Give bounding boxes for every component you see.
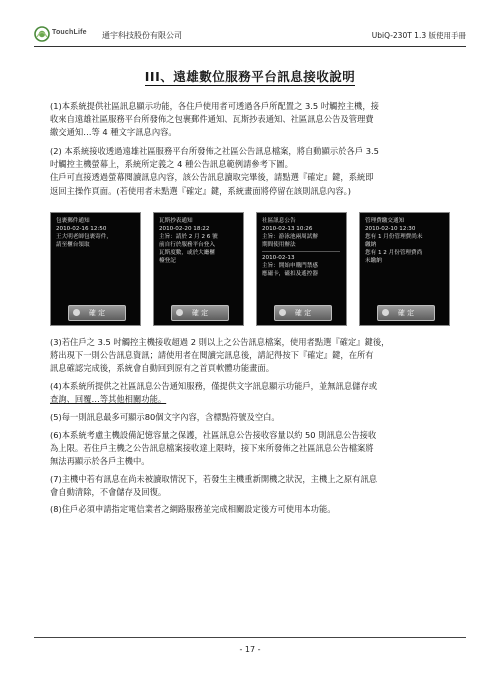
screen-line: 繳納 (365, 242, 377, 248)
confirm-button[interactable] (171, 305, 229, 321)
screen-line: 您有 1 月份管理費尚未 (365, 234, 423, 240)
paragraph-line: 會自動清除，不會儲存及回復。 (50, 487, 167, 498)
touchlife-logo-icon (34, 26, 50, 42)
screen-line: 應磁卡，磁扣及遙控器 (262, 271, 318, 277)
paragraph-line: 訊息確認完成後，系統會自動回到原有之首頁軟體功能畫面。 (50, 363, 275, 374)
screen-line: 2010-02-10 12:30 (365, 226, 416, 232)
paragraph-line: 住戶可直接透過螢幕閱讀訊息內容，該公告訊息讀取完畢後，請點選『確定』鍵，系統即 (50, 172, 374, 183)
page-number: - 17 - (239, 645, 261, 654)
community-announcement-screen (256, 212, 347, 326)
screen-line: 瓦斯抄表通知 (159, 218, 193, 224)
check-icon (176, 309, 183, 316)
paragraph-6 (50, 429, 450, 469)
manual-title: UbiQ-230T 1.3 版使用手冊 (371, 31, 466, 40)
screen-line: 2010-02-20 18:22 (159, 226, 210, 232)
header-divider (34, 46, 466, 47)
screen-line: 您有 1 2 月份管理費尚 (365, 250, 423, 256)
notification-examples (50, 212, 450, 326)
screen-line: 包裹郵件通知 (56, 218, 90, 224)
screen-line: 瓦斯度數，或於大廳櫃 (159, 250, 215, 256)
screen-line: 主旨：請於 2 月 2 6 號 (159, 234, 218, 240)
screen-message (365, 217, 447, 265)
paragraph-2 (50, 145, 450, 198)
paragraph-4 (50, 380, 450, 406)
paragraph-line: 將出現下一則公告訊息資訊；請使用者在閱讀完訊息後，請記得按下『確定』鍵，在所有 (50, 350, 374, 361)
screen-line: 社區訊息公告 (262, 218, 296, 224)
confirm-button[interactable] (274, 305, 332, 321)
screen-line: 2010-02-16 12:50 (56, 226, 107, 232)
paragraph-line: 繳交通知…等 4 種文字訊息內容。 (50, 127, 177, 138)
paragraph-line: 無法再顯示於各戶主機中。 (50, 456, 150, 467)
paragraph-line: (7)主機中若有訊息在尚未被讀取情況下，若發生主機重新開機之狀況，主機上之原有訊息 (50, 474, 378, 484)
paragraph-line: (8)住戶必須申請指定電信業者之網路服務並完成相關設定後方可使用本功能。 (50, 504, 336, 514)
screen-line: 2010-02-13 10:26 (262, 226, 313, 232)
paragraph-line: 返回主操作頁面。(若使用者未點選『確定』鍵，系統畫面將停留在該則訊息內容。) (50, 185, 352, 196)
paragraph-line: (3)若住戶之 3.5 吋觸控主機接收超過 2 則以上之公告訊息檔案，使用者點選『確定』鍵後， (50, 337, 390, 347)
screen-message (262, 217, 344, 278)
paragraph-line: (5)每一則訊息最多可顯示80個文字內容，含標點符號及空白。 (50, 412, 280, 422)
check-icon (73, 309, 80, 316)
confirm-button-label: 確 定 (397, 309, 415, 317)
paragraph-line: (6)本系統考慮主機設備記憶容量之保護，社區訊息公告接收容量以約 50 則訊息公告接收 (50, 430, 377, 440)
paragraph-line: 查詢、回覆…等其他相關功能。 (50, 394, 167, 405)
section-title (0, 66, 500, 85)
screen-line: 期間使用辦法 (262, 242, 296, 248)
paragraph-line: 為上限。若住戶主機之公告訊息檔案接收達上限時，接下來所發佈之社區訊息公告檔案將 (50, 443, 374, 454)
paragraph-line: (4)本系統所提供之社區訊息公告通知服務，僅提供文字訊息顯示功能戶，並無訊息儲存或 (50, 381, 378, 391)
screen-line: 前自行於服務平台登入 (159, 242, 215, 248)
check-icon (382, 309, 389, 316)
confirm-button-label: 確 定 (191, 309, 209, 317)
parcel-notice-screen (50, 212, 141, 326)
confirm-button-label: 確 定 (294, 309, 312, 317)
check-icon (279, 309, 286, 316)
screen-message (56, 217, 138, 249)
confirm-button[interactable] (377, 305, 435, 321)
screen-line: 未繳納 (365, 258, 382, 264)
touchlife-logo (34, 24, 92, 44)
company-name: 通宇科技股份有限公司 (102, 31, 182, 40)
screen-line: 請至櫃台領取 (56, 242, 90, 248)
screen-line: 2010-02-13 (262, 255, 295, 261)
management-fee-notice-screen (359, 212, 450, 326)
paragraph-8 (50, 503, 450, 516)
screen-line: 主旨：開始申購門禁感 (262, 263, 318, 269)
screen-line: 管理費繳交通知 (365, 218, 405, 224)
paragraph-line: (2) 本系統接收透過遠雄社區服務平台所發佈之社區公告訊息檔案，將自動顯示於各戶 3.5 (50, 146, 379, 156)
confirm-button[interactable] (68, 305, 126, 321)
paragraph-line: 吋觸控主機螢幕上，系統所定義之 4 種公告訊息範例請參考下圖。 (50, 159, 293, 170)
screen-message (159, 217, 241, 265)
paragraph-3 (50, 336, 450, 376)
gas-meter-notice-screen (153, 212, 244, 326)
paragraph-line: 收來自遠雄社區服務平台所發佈之包裹郵件通知、瓦斯抄表通知、社區訊息公告及管理費 (50, 114, 374, 125)
paragraph-5 (50, 411, 450, 424)
message-divider (262, 251, 340, 252)
footer-divider (34, 637, 466, 638)
confirm-button-label: 確 定 (88, 309, 106, 317)
screen-line: 主旨：游泳池兩周試辦 (262, 234, 318, 240)
screen-line: 王大明老師包裹寄件， (56, 234, 112, 240)
logo-text: TouchLife (52, 29, 87, 36)
screen-line: 檯登記 (159, 258, 176, 264)
paragraph-7 (50, 473, 450, 499)
paragraph-1 (50, 100, 450, 140)
section-title-text: III、遠雄數位服務平台訊息接收說明 (144, 69, 356, 84)
paragraph-line: (1)本系統提供社區訊息顯示功能，各住戶使用者可透過各戶所配置之 3.5 吋觸控主機，接 (50, 101, 379, 111)
page-header (34, 24, 466, 46)
